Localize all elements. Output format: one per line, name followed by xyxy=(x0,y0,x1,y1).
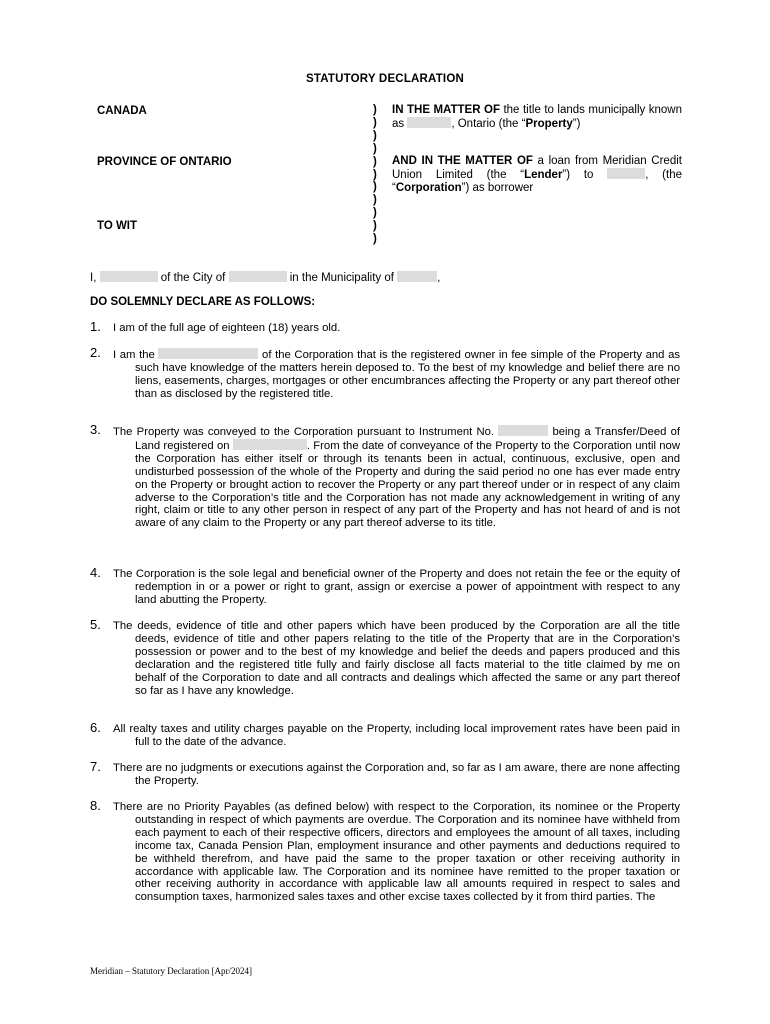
paragraph-number: 1. xyxy=(90,319,101,334)
paren: ) xyxy=(373,168,377,181)
paren: ) xyxy=(373,220,377,233)
corporation-name-field[interactable] xyxy=(607,168,645,179)
paragraph-number: 8. xyxy=(90,798,101,813)
matter-text: ”) xyxy=(572,117,581,130)
matter-text: , Ontario (the “ xyxy=(451,117,526,130)
paragraph-text: being a Transfer/Deed of Land registered on xyxy=(135,426,681,452)
paragraph-text: The deeds, evidence of title and other papers which have been produced by the Corporation are all the title deeds, evidence of title and other papers relating to the title of the Property that are in the Corporation’s possession or power and to the best of my knowledge and belief the deeds and papers produced and this declaration and the registered title fully and fairly disclose all facts material to the title claimed by me on behalf of the Corporation to date and all contracts and dealings which affected the same or any part thereof so far as I have any knowledge. xyxy=(113,620,680,697)
paragraph-number: 3. xyxy=(90,422,101,437)
matter-defined-term: Lender xyxy=(524,168,563,181)
intro-text: of the City of xyxy=(157,272,229,284)
paragraph-2 xyxy=(90,345,681,401)
declarant-name-field[interactable] xyxy=(100,271,158,282)
matter-heading: AND IN THE MATTER OF xyxy=(392,155,533,167)
paragraph-text: I am the xyxy=(113,349,159,361)
paren: ) xyxy=(373,155,377,168)
municipality-field[interactable] xyxy=(397,271,437,282)
paren: ) xyxy=(373,207,377,220)
paragraph-1 xyxy=(90,319,680,335)
registration-date-field[interactable] xyxy=(233,439,307,450)
paragraph-number: 6. xyxy=(90,720,101,735)
caption-province: PROVINCE OF ONTARIO xyxy=(97,156,232,168)
declaration-heading: DO SOLEMNLY DECLARE AS FOLLOWS: xyxy=(90,296,316,308)
intro-text: in the Municipality of xyxy=(286,272,398,284)
paren: ) xyxy=(373,104,377,116)
paragraph-text: The Property was conveyed to the Corporation pursuant to Instrument No. xyxy=(113,426,499,438)
paren: ) xyxy=(373,181,377,194)
paragraph-text: . From the date of conveyance of the Property to the Corporation until now the Corporation has either itself or through its tenants been in actual, continuous, exclusive, open and undisturbed possession of the whole of the Property and during the said period no one has ever made entry on the Property or brought action to recover the Property or any part thereof under or in respect of any claim adverse to the Corporation’s title and the Corporation has not made any acknowledgement in writing of any right, claim or title to any other person in respect of any part of the Property and has not heard of and is not aware of any claim to the Property or any part thereof adverse to its title. xyxy=(135,439,680,530)
document-title: STATUTORY DECLARATION xyxy=(306,73,464,85)
paragraph-5 xyxy=(90,617,680,697)
paragraph-text: of the Corporation that is the registered owner in fee simple of the Property and as such have knowledge of the matters herein deposed to. To the best of my knowledge and belief there are no liens, easements, charges, mortgages or other encumbrances affecting the Property or any part thereof other than as disclosed by the registered title. xyxy=(135,349,681,400)
paragraph-number: 7. xyxy=(90,759,101,774)
caption-matter-title xyxy=(392,104,682,131)
paren: ) xyxy=(373,233,377,246)
caption-canada: CANADA xyxy=(97,105,147,117)
paragraph-3 xyxy=(90,422,681,530)
caption-matter-loan xyxy=(392,155,682,195)
paragraph-number: 2. xyxy=(90,345,101,360)
paragraph-text: The Corporation is the sole legal and beneficial owner of the Property and does not retain the fee or the equity of redemption in or a power or right to grant, assign or exercise a power of appointment with respect to any land abutting the Property. xyxy=(113,568,680,606)
city-field[interactable] xyxy=(229,271,287,282)
officer-title-field[interactable] xyxy=(158,348,258,359)
intro-text: , xyxy=(437,272,441,284)
paren: ) xyxy=(373,194,377,207)
instrument-number-field[interactable] xyxy=(498,425,548,436)
paragraph-6 xyxy=(90,720,680,749)
paragraph-4 xyxy=(90,565,680,607)
matter-text: ”) to xyxy=(562,168,608,181)
paragraph-text: All realty taxes and utility charges payable on the Property, including local improvement rates have been paid in full to the date of the advance. xyxy=(113,723,680,748)
matter-defined-term: Property xyxy=(525,117,573,130)
paren: ) xyxy=(373,142,377,155)
paragraph-number: 5. xyxy=(90,617,101,632)
paragraph-7 xyxy=(90,759,680,788)
paren: ) xyxy=(373,129,377,142)
paragraph-text: I am of the full age of eighteen (18) years old. xyxy=(113,322,341,334)
paragraph-text: There are no judgments or executions against the Corporation and, so far as I am aware, there are none affecting the Property. xyxy=(113,762,680,787)
matter-heading: IN THE MATTER OF xyxy=(392,104,500,116)
paragraph-text: There are no Priority Payables (as defined below) with respect to the Corporation, its nominee or the Property outstanding in respect of which payments are overdue. The Corporation and its nominee have withheld from each payment to each of their respective officers, directors and employees the amount of all taxes, including income tax, Canada Pension Plan, employment insurance and other payments and deductions required to be withheld therefrom, and have paid the same to the proper taxation or other receiving authority in accordance with applicable law. The Corporation and its nominee have remitted to the proper taxation or other receiving authority in accordance with applicable law all amounts required in respect to sales and consumption taxes, harmonized sales taxes and other excise taxes collected by it from third parties. The xyxy=(113,801,680,904)
paragraph-number: 4. xyxy=(90,565,101,580)
matter-defined-term: Corporation xyxy=(395,181,462,194)
intro-text: I, xyxy=(90,272,100,284)
matter-text: a loan from Meridian Credit Union Limited (the “ xyxy=(392,155,682,181)
page-footer: Meridian – Statutory Declaration [Apr/2024] xyxy=(90,966,252,976)
paragraph-8 xyxy=(90,798,680,904)
property-address-field[interactable] xyxy=(407,117,451,128)
matter-text: the title to lands municipally known as xyxy=(392,104,682,130)
matter-text: ”) as borrower xyxy=(461,181,534,194)
caption-parentheses xyxy=(373,104,383,246)
matter-text: , (the “ xyxy=(392,168,682,194)
paren: ) xyxy=(373,116,377,129)
caption-to-wit: TO WIT xyxy=(97,220,138,232)
declarant-line xyxy=(90,271,680,285)
